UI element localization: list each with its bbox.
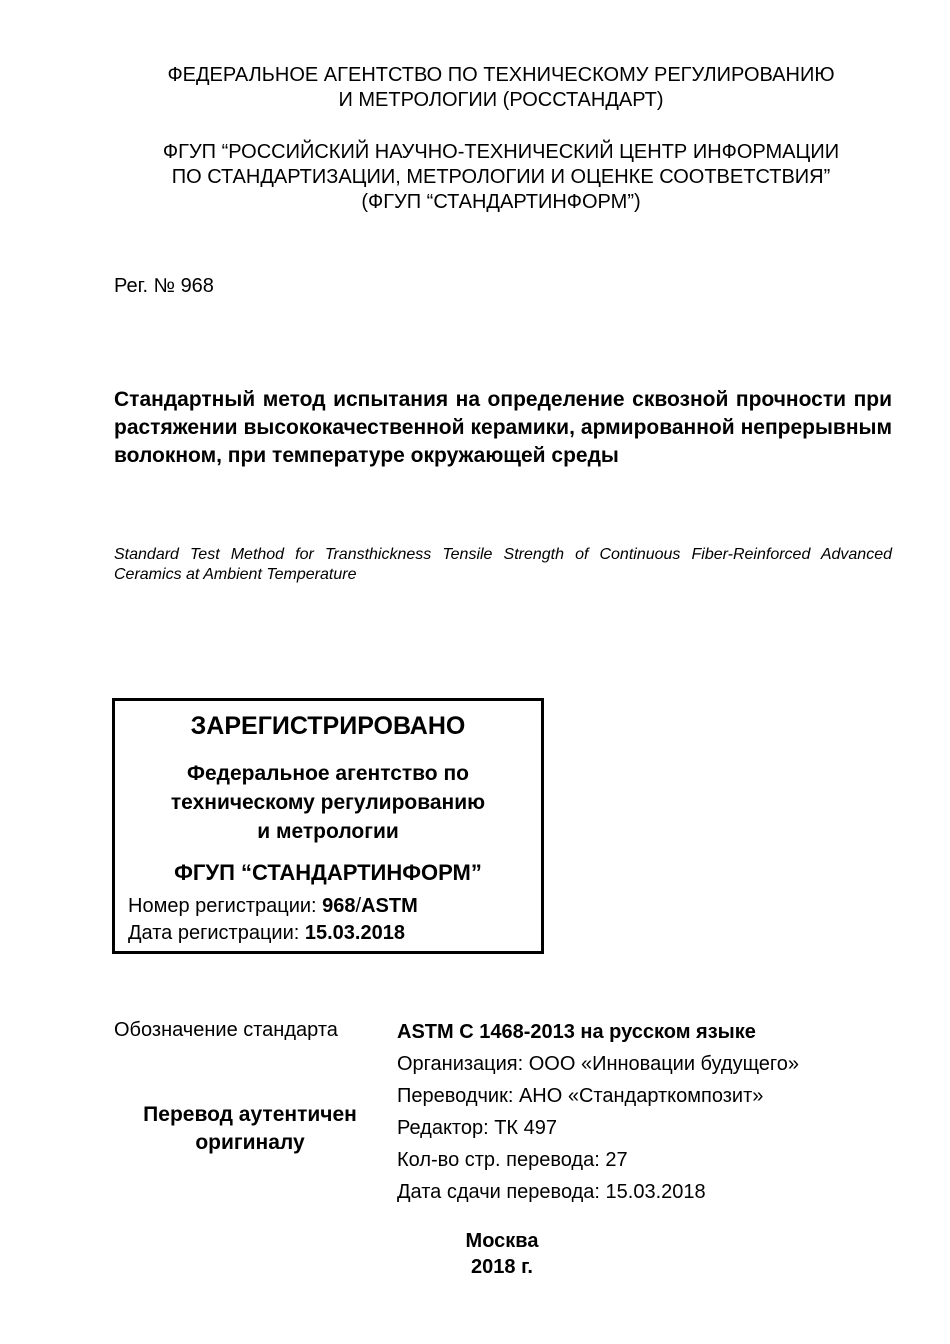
stamp-agency-line: Федеральное агентство по	[187, 762, 469, 785]
authentic-translation-line: оригиналу	[195, 1131, 305, 1154]
stamp-registration-date	[128, 921, 405, 946]
info-organization: Организация: ООО «Инновации будущего»	[397, 1053, 800, 1075]
stamp-registration-value-number: 968	[322, 895, 356, 917]
stamp-agency-line: и метрологии	[257, 820, 399, 843]
stamp-registration-separator: /	[355, 895, 362, 917]
info-delivery-date: Дата сдачи перевода: 15.03.2018	[397, 1181, 706, 1203]
document-title-en: Standard Test Method for Transthickness Tensile Strength of Continuous Fiber-Reinforced Advanced Ceramics at Ambient Temperature	[114, 546, 892, 583]
designation-label: Обозначение стандарта	[114, 1019, 338, 1041]
registration-stamp	[112, 698, 544, 954]
stamp-registration-value-suffix: ASTM	[361, 895, 418, 917]
registration-number: Рег. № 968	[114, 275, 214, 297]
footer-year: 2018 г.	[471, 1256, 533, 1278]
footer-place-date	[402, 1228, 602, 1280]
document-title-ru: Стандартный метод испытания на определение сквозной прочности при растяжении высококачественной керамики, армированной непрерывным волокном, при температуре окружающей среды	[114, 388, 892, 467]
agency-header-line: И МЕТРОЛОГИИ (РОССТАНДАРТ)	[338, 89, 664, 111]
standard-designation: ASTM C 1468-2013 на русском языке	[397, 1021, 756, 1043]
stamp-date-label: Дата регистрации:	[128, 922, 305, 944]
authentic-translation-line: Перевод аутентичен	[143, 1103, 357, 1126]
stamp-date-value: 15.03.2018	[304, 922, 405, 944]
organization-header	[100, 140, 902, 215]
info-page-count: Кол-во стр. перевода: 27	[397, 1149, 628, 1171]
stamp-heading: ЗАРЕГИСТРИРОВАНО	[190, 712, 466, 740]
organization-header-line: ПО СТАНДАРТИЗАЦИИ, МЕТРОЛОГИИ И ОЦЕНКЕ СООТВЕТСТВИЯ”	[171, 166, 831, 188]
stamp-organization: ФГУП “СТАНДАРТИНФОРМ”	[174, 860, 482, 885]
stamp-agency-line: техническому регулированию	[170, 791, 486, 814]
agency-header-line: ФЕДЕРАЛЬНОЕ АГЕНТСТВО ПО ТЕХНИЧЕСКОМУ РЕГУЛИРОВАНИЮ	[167, 64, 835, 86]
stamp-registration-number	[128, 894, 418, 919]
stamp-registration-label: Номер регистрации:	[128, 895, 323, 917]
authentic-translation-note	[114, 1101, 386, 1157]
info-editor: Редактор: ТК 497	[397, 1117, 557, 1139]
info-translator: Переводчик: АНО «Стандарткомпозит»	[397, 1085, 764, 1107]
organization-header-line: ФГУП “РОССИЙСКИЙ НАУЧНО-ТЕХНИЧЕСКИЙ ЦЕНТР ИНФОРМАЦИИ	[162, 141, 840, 163]
organization-header-line: (ФГУП “СТАНДАРТИНФОРМ”)	[361, 191, 641, 213]
stamp-agency	[115, 759, 541, 846]
agency-header	[100, 63, 902, 113]
footer-city: Москва	[465, 1230, 539, 1252]
